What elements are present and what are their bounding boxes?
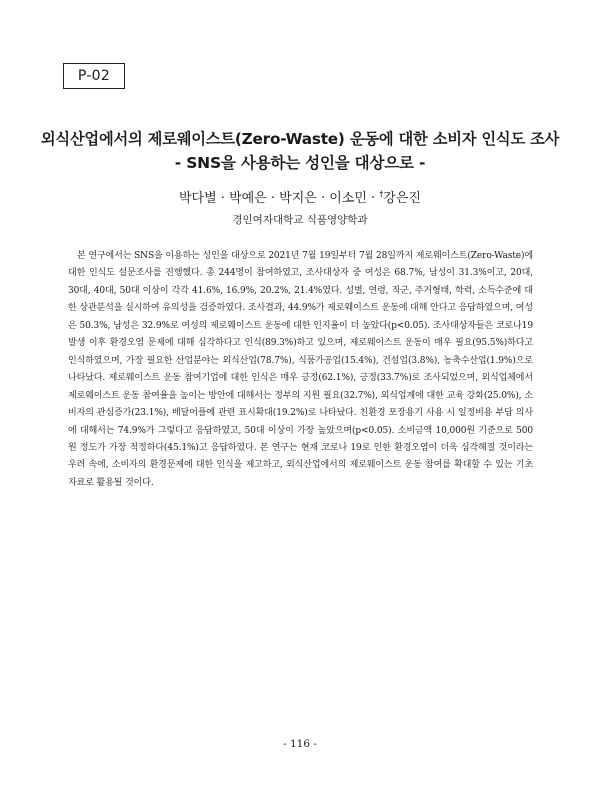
corresponding-author-name: 강은진	[383, 191, 421, 206]
author-names: 박다별 · 박예은 · 박지은 · 이소민 ·	[179, 191, 380, 206]
title-subtitle: - SNS을 사용하는 성인을 대상으로 -	[174, 154, 426, 172]
abstract-body: 본 연구에서는 SNS을 이용하는 성인을 대상으로 2021년 7월 19일부터 7월 28일까지 제로웨이스트(Zero-Waste)에 대한 인식도 설문조사를 진행했다. 총 244명이 참여하였고, 조사대상자 중 여성은 68.7%, 남성이 31.3%이고, 20대, 30대, 40대, 50대 이상이 각각 41.6%, 16.9%, 20.2%, 21.4%였다. 성별, 연령, 직군, 주거형태, 학력, 소득수준에 대한 상관분석을 실시하여 유의성을 검증하였다. 조사결과, 44.9%가 제로웨이스트 운동에 대해 안다고 응답하였으며, 여성은 50.3%, 남성은 32.9%로 여성의 제로웨이스트 운동에 대한 인지율이 더 높았다(p<0.05). 조사대상자들은 코로나19 발생 이후 환경오염 문제에 대해 심각하다고 인식(89.3%)하고 있으며, 제로웨이스트 운동이 매우 필요(95.5%)하다고 인식하였으며, 가장 필요한 산업분야는 외식산업(78.7%), 식품가공업(15.4%), 건설업(3.8%), 농축수산업(1.9%)으로 나타났다. 제로웨이스트 운동 참여기업에 대한 인식은 매우 긍정(62.1%), 긍정(33.7%)로 조사되었으며, 외식업체에서 제로웨이스트 운동 참여율을 높이는 방안에 대해서는 정부의 지원 필요(32.7%), 외식업계에 대한 교육 강화(25.0%), 소비자의 관심증가(23.1%), 배달어플에 관련 표시확대(19.2%)로 나타났다. 친환경 포장용기 사용 시 일정비용 부담 의사에 대해서는 74.9%가 그렇다고 응답하였고, 50대 이상이 가장 높았으며(p<0.05). 소비금액 10,000원 기준으로 500원 정도가 가장 적정하다(45.1%)고 응답하였다. 본 연구는 현재 코로나 19로 인한 환경오염이 더욱 심각해질 것이라는 우려 속에, 소비자의 환경문제에 대한 인식을 제고하고, 외식산업에서의 제로웨이스트 운동 참여를 확대할 수 있는 기초자료로 활용될 것이다.	[68, 251, 533, 488]
affiliation: 경인여자대학교 식품영양학과	[232, 214, 368, 226]
poster-number-tag: P-02	[63, 63, 125, 89]
corresponding-author-mark: †	[379, 189, 384, 199]
paper-title	[40, 127, 560, 175]
page-number: - 116 -	[283, 738, 317, 750]
author-list	[40, 190, 560, 208]
title-main: 외식산업에서의 제로웨이스트(Zero-Waste) 운동에 대한 소비자 인식도 조사	[40, 130, 560, 148]
